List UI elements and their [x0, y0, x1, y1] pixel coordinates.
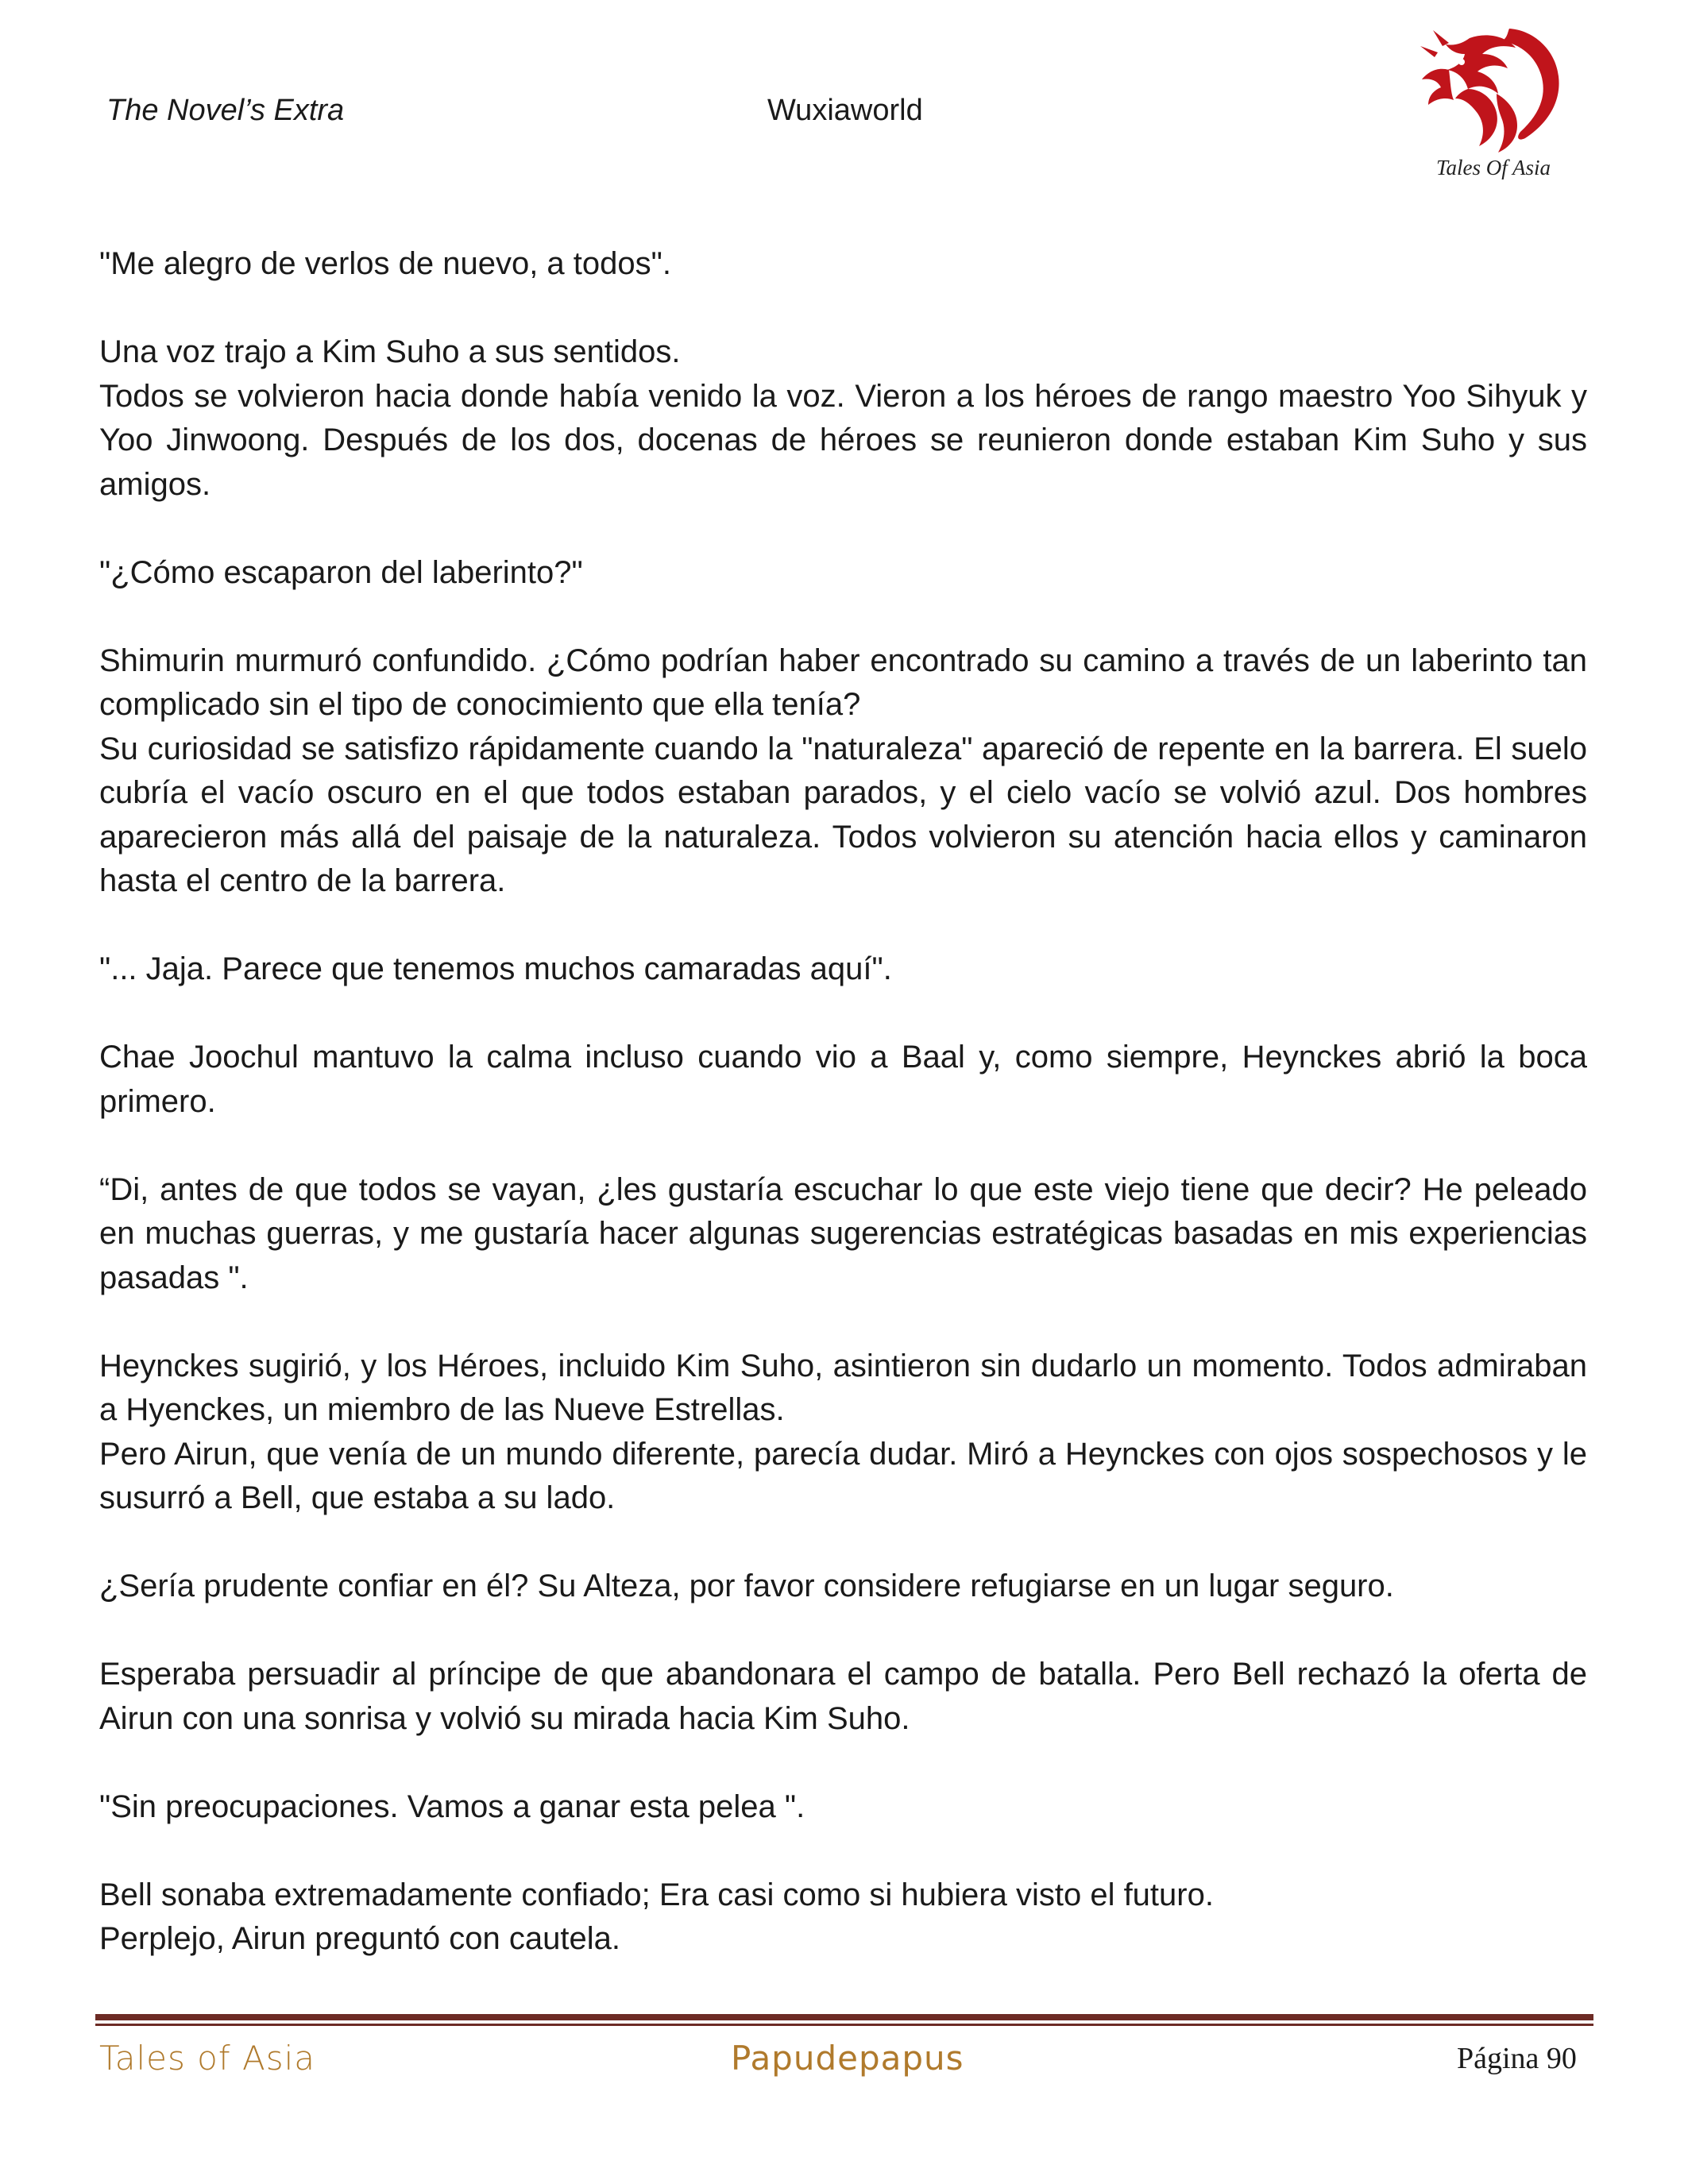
- footer-rule-thin: [95, 2024, 1593, 2026]
- paragraph: Pero Airun, que venía de un mundo diferente, parecía dudar. Miró a Heynckes con ojos sospechosos y le susurró a Bell, que estaba a su lado.: [99, 1436, 1587, 1515]
- header-source: Wuxiaworld: [767, 94, 923, 127]
- paragraph: “Di, antes de que todos se vayan, ¿les gustaría escuchar lo que este viejo tiene que decir? He peleado en muchas guerras, y me gustaría hacer algunas sugerencias estratégicas basadas en mis experiencias pasadas ".: [99, 1171, 1587, 1295]
- paragraph: Esperaba persuadir al príncipe de que abandonara el campo de batalla. Pero Bell rechazó la oferta de Airun con una sonrisa y volvió su mirada hacia Kim Suho.: [99, 1657, 1587, 1736]
- paragraph: "¿Cómo escaparon del laberinto?": [99, 554, 583, 590]
- paragraph: Su curiosidad se satisfizo rápidamente cuando la "naturaleza" apareció de repente en la barrera. El suelo cubría el vacío oscuro en el que todos estaban parados, y el cielo vacío se volvió azul. Dos hombres aparecieron más allá del paisaje de la naturaleza. Todos volvieron su atención hacia ellos y caminaron hasta el centro de la barrera.: [99, 731, 1587, 898]
- paragraph: "... Jaja. Parece que tenemos muchos camaradas aquí".: [99, 951, 892, 986]
- paragraph: Todos se volvieron hacia donde había venido la voz. Vieron a los héroes de rango maestro Yoo Sihyuk y Yoo Jinwoong. Después de los dos, docenas de héroes se reunieron donde estaban Kim Suho y sus amigos.: [99, 378, 1587, 502]
- paragraph: "Sin preocupaciones. Vamos a ganar esta pelea ".: [99, 1788, 805, 1824]
- paragraph: ¿Sería prudente confiar en él? Su Alteza, por favor considere refugiarse en un lugar seguro.: [99, 1569, 1394, 1603]
- paragraph: Shimurin murmuró confundido. ¿Cómo podrían haber encontrado su camino a través de un laberinto tan complicado sin el tipo de conocimiento que ella tenía?: [99, 642, 1587, 722]
- footer-rule-thick: [95, 2014, 1593, 2020]
- paragraph: Chae Joochul mantuvo la calma incluso cuando vio a Baal y, como siempre, Heynckes abrió la boca primero.: [99, 1040, 1587, 1119]
- header-novel-title: The Novel’s Extra: [106, 94, 345, 127]
- logo-text: Tales Of Asia: [1435, 156, 1551, 179]
- dragon-icon: [1414, 22, 1573, 157]
- page-body: [99, 242, 1587, 1962]
- footer-site-name: Tales of Asia: [99, 2039, 316, 2078]
- paragraph: Perplejo, Airun preguntó con cautela.: [99, 1921, 620, 1956]
- paragraph: Bell sonaba extremadamente confiado; Era casi como si hubiera visto el futuro.: [99, 1877, 1214, 1912]
- paragraph: Heynckes sugirió, y los Héroes, incluido Kim Suho, asintieron sin dudarlo un momento. Todos admiraban a Hyenckes, un miembro de las Nueve Estrellas.: [99, 1348, 1587, 1427]
- paragraph: Una voz trajo a Kim Suho a sus sentidos.: [99, 334, 681, 369]
- footer-translator: Papudepapus: [731, 2039, 964, 2078]
- page-number: Página 90: [1457, 2042, 1577, 2075]
- paragraph: "Me alegro de verlos de nuevo, a todos".: [99, 246, 671, 281]
- tales-of-asia-logo: [1414, 22, 1573, 189]
